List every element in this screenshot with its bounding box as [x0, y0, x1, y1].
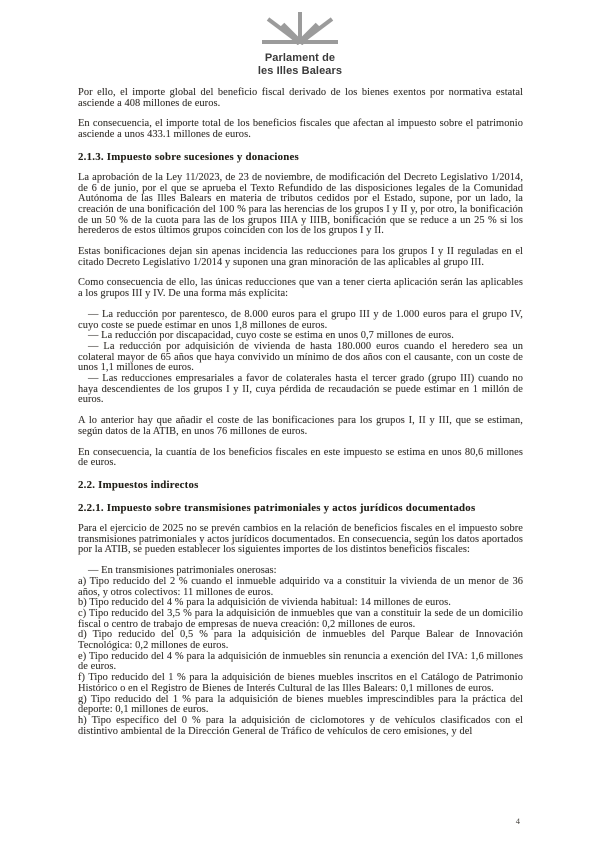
- paragraph: En consecuencia, el importe total de los beneficios fiscales que afectan al impuesto sobre el patrimonio asciende a unos 433.1 millones de euros.: [78, 118, 523, 141]
- letter-list: [78, 577, 523, 738]
- parlament-tree-logo-icon: [261, 9, 339, 50]
- letter-list-item-b: b) Tipo reducido del 4 % para la adquisición de vivienda habitual: 14 millones de euros.: [78, 597, 451, 609]
- letter-list-item-h: h) Tipo específico del 0 % para la adquisición de ciclomotores y de vehículos clasificados con el distintivo ambiental de la Dirección General de Tráfico de vehículos de cero emisiones, y del: [78, 714, 523, 737]
- org-name-line2: les Illes Balears: [257, 64, 343, 77]
- dash-list: [78, 310, 523, 406]
- letter-list-item-g: g) Tipo reducido del 1 % para la adquisición de bienes muebles imprescindibles para la práctica del deporte: 0,1 millones de euros.: [78, 693, 523, 716]
- paragraph: Para el ejercicio de 2025 no se prevén cambios en la relación de beneficios fiscales en el impuesto sobre transmisiones patrimoniales y actos jurídicos documentados. En consecuencia, según los datos aportados por la ATIB, se pueden establecer los siguientes importes de los distintos beneficios fiscales:: [78, 522, 523, 556]
- dash-list-item: — La reducción por adquisición de vivienda de hasta 180.000 euros cuando el heredero sea un colateral mayor de 65 años que haya convivido un mínimo de dos años con el causante, con un coste de unos 1,1 millones de euros.: [78, 340, 523, 374]
- paragraph: En consecuencia, la cuantía de los beneficios fiscales en este impuesto se estima en unos 80,6 millones de euros.: [78, 446, 523, 469]
- paragraph: Estas bonificaciones dejan sin apenas incidencia las reducciones para los grupos I y II reguladas en el citado Decreto Legislativo 1/2014 y suponen una gran minoración de las aplicables al grupo III.: [78, 246, 523, 268]
- dash-list-item: — En transmisiones patrimoniales onerosas:: [88, 565, 277, 577]
- paragraph: Como consecuencia de ello, las únicas reducciones que van a tener cierta aplicación serán las aplicables a los grupos III y IV. De una forma más explícita:: [78, 277, 523, 300]
- paragraph: La aprobación de la Ley 11/2023, de 23 de noviembre, de modificación del Decreto Legislativo 1/2014, de 6 de junio, por el que se aprueba el Texto Refundido de las disposiciones legales de la Comunidad Autónoma de las Illes Balears en materia de tributos cedidos por el Estado, supone, por un lado, la creación de una bonificación del 100 % para las herencias de los grupos I y II y, por otro, la bonificación de un 50 % de la cuota para las de los grupos IIIA y IIIB, bonificación que se reduce a un 25 % si los herederos de estos últimos grupos coinciden con los de los grupos I y II.: [78, 171, 523, 237]
- section-heading-2-1-3: 2.1.3. Impuesto sobre sucesiones y donaciones: [78, 150, 300, 163]
- letter-list-item-f: f) Tipo reducido del 1 % para la adquisición de bienes muebles inscritos en el Catálogo de Patrimonio Histórico o en el Registro de Bienes de Interés Cultural de las Illes Balears: 0,1 millones de euros.: [78, 672, 523, 694]
- letter-list-item-c: c) Tipo reducido del 3,5 % para la adquisición de inmuebles que van a constituir la sede de un domicilio fiscal o centro de trabajo de empresas de nueva creación: 0,2 millones de euros.: [78, 607, 523, 630]
- org-name: [0, 52, 600, 77]
- dash-list-item: — La reducción por parentesco, de 8.000 euros para el grupo III y de 1.000 euros para el grupo IV, cuyo coste se puede estimar en unos 1,8 millones de euros.: [78, 308, 523, 331]
- page-number: 4: [515, 816, 520, 826]
- org-name-line1: Parlament de: [264, 52, 336, 64]
- letter-list-item-a: a) Tipo reducido del 2 % cuando el inmueble adquirido va a constituir la vivienda de un menor de 36 años, y otros colectivos: 11 millones de euros.: [78, 575, 523, 598]
- document-header: [0, 0, 600, 77]
- document-body: [0, 77, 600, 737]
- letter-list-item-d: d) Tipo reducido del 0,5 % para la adquisición de inmuebles del Parque Balear de Innovación Tecnológica: 0,2 millones de euros.: [78, 629, 523, 652]
- dash-list-item: — Las reducciones empresariales a favor de colaterales hasta el tercer grado (grupo III) cuando no haya descendientes de los grupos I y II, cuya pérdida de recaudación se puede estimar en 1 millón de euros.: [78, 373, 523, 406]
- paragraph: Por ello, el importe global del beneficio fiscal derivado de los bienes exentos por normativa estatal asciende a 408 millones de euros.: [78, 87, 523, 109]
- section-heading-2-2-1: 2.2.1. Impuesto sobre transmisiones patrimoniales y actos jurídicos documentados: [78, 501, 476, 514]
- section-heading-2-2: 2.2. Impuestos indirectos: [78, 478, 199, 491]
- paragraph: A lo anterior hay que añadir el coste de las bonificaciones para los grupos I, II y III, que se estiman, según datos de la ATIB, en unos 76 millones de euros.: [78, 415, 523, 437]
- letter-list-item-e: e) Tipo reducido del 4 % para la adquisición de inmuebles sin renuncia a exención del IVA: 1,6 millones de euros.: [78, 650, 523, 673]
- dash-list-item: — La reducción por discapacidad, cuyo coste se estima en unos 0,7 millones de euros.: [88, 330, 454, 342]
